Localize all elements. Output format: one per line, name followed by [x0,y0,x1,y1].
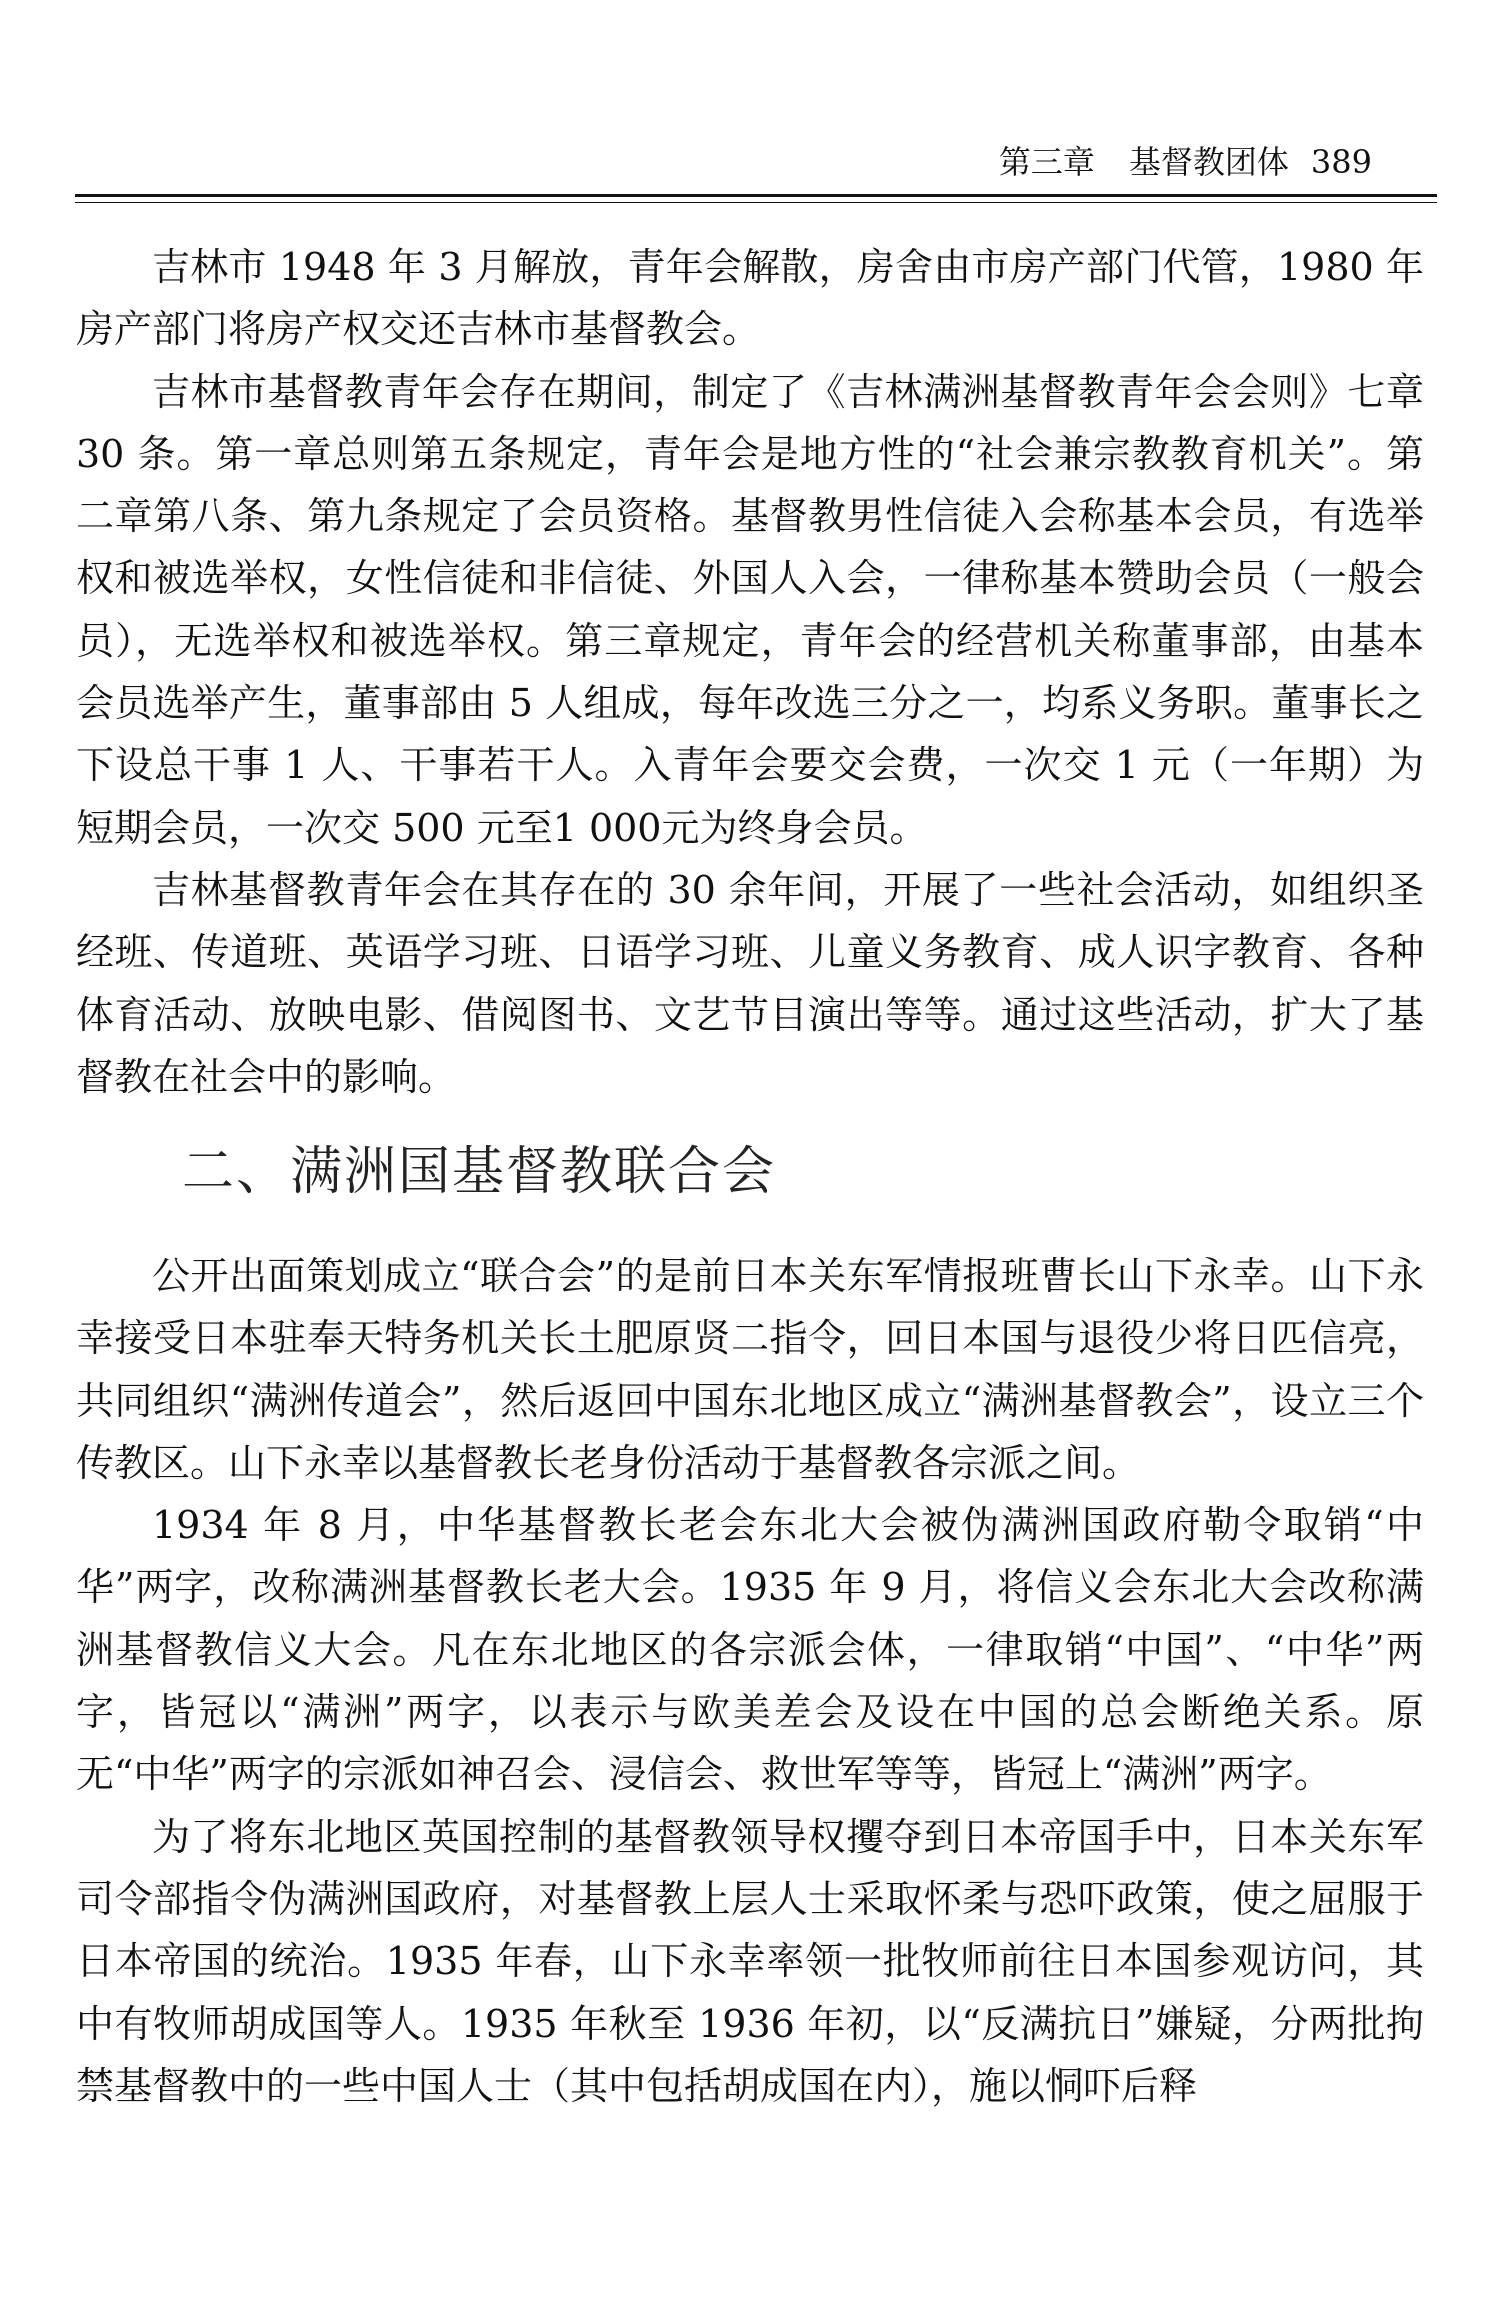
header-rule-thick [75,194,1437,197]
page-number: 389 [1310,143,1372,181]
body-text-upper [76,236,1424,1108]
paragraph: 吉林市 1948 年 3 月解放，青年会解散，房舍由市房产部门代管，1980 年房产部门将房产权交还吉林市基督教会。 [76,245,1424,352]
body-text-lower [76,1245,1424,2117]
running-header [999,140,1372,184]
paragraph: 1934 年 8 月，中华基督教长老会东北大会被伪满洲国政府勒令取销“中华”两字，改称满洲基督教长老大会。1935 年 9 月，将信义会东北大会改称满洲基督教信义大会。凡在东北地区的各宗派会体，一律取销“中国”、“中华”两字，皆冠以“满洲”两字，以表示与欧美差会及设在中国的总会断绝关系。原无“中华”两字的宗派如神召会、浸信会、救世军等等，皆冠上“满洲”两字。 [76,1503,1424,1797]
section-label: 基督教团体 [1128,143,1289,181]
chapter-label: 第三章 [998,143,1095,181]
paragraph: 吉林基督教青年会在其存在的 30 余年间，开展了一些社会活动，如组织圣经班、传道班、英语学习班、日语学习班、儿童义务教育、成人识字教育、各种体育活动、放映电影、借阅图书、文艺节目演出等等。通过这些活动，扩大了基督教在社会中的影响。 [76,867,1424,1099]
header-rule-thin [75,202,1437,203]
section-heading: 二、满洲国基督教联合会 [182,1142,777,1202]
paragraph: 为了将东北地区英国控制的基督教领导权攫夺到日本帝国手中，日本关东军司令部指令伪满洲国政府，对基督教上层人士采取怀柔与恐吓政策，使之屈服于日本帝国的统治。1935 年春，山下永幸率领一批牧师前往日本国参观访问，其中有牧师胡成国等人。1935 年秋至 1936 年初，以“反满抗日”嫌疑，分两批拘禁基督教中的一些中国人士（其中包括胡成国在内），施以恫吓后释 [76,1814,1424,2108]
paragraph: 吉林市基督教青年会存在期间，制定了《吉林满洲基督教青年会会则》七章 30 条。第一章总则第五条规定，青年会是地方性的“社会兼宗教教育机关”。第二章第八条、第九条规定了会员资格。基督教男性信徒入会称基本会员，有选举权和被选举权，女性信徒和非信徒、外国人入会，一律称基本赞助会员（一般会员），无选举权和被选举权。第三章规定，青年会的经营机关称董事部，由基本会员选举产生，董事部由 5 人组成，每年改选三分之一，均系义务职。董事长之下设总干事 1 人、干事若干人。入青年会要交会费，一次交 1 元（一年期）为短期会员，一次交 500 元至1 000元为终身会员。 [76,369,1424,850]
paragraph: 公开出面策划成立“联合会”的是前日本关东军情报班曹长山下永幸。山下永幸接受日本驻奉天特务机关长土肥原贤二指令，回日本国与退役少将日匹信亮，共同组织“满洲传道会”，然后返回中国东北地区成立“满洲基督教会”，设立三个传教区。山下永幸以基督教长老身份活动于基督教各宗派之间。 [76,1254,1424,1485]
